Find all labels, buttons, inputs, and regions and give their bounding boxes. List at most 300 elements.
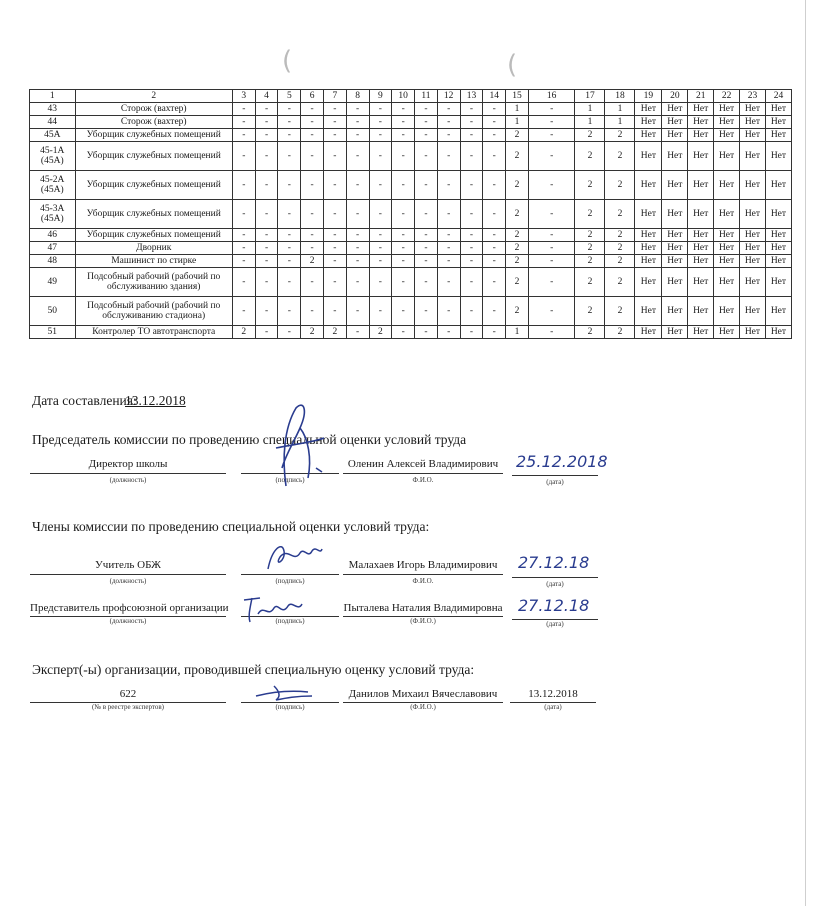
table-cell: - — [369, 171, 392, 200]
table-cell: - — [483, 200, 506, 229]
table-cell: Нет — [635, 142, 662, 171]
table-cell: Нет — [662, 255, 688, 268]
table-cell: - — [323, 116, 346, 129]
table-cell: - — [483, 268, 506, 297]
row-number-cell: 50 — [30, 297, 76, 326]
table-cell: - — [232, 242, 255, 255]
table-cell: - — [255, 142, 278, 171]
table-cell: - — [415, 171, 438, 200]
table-cell: - — [232, 255, 255, 268]
header-cell: 18 — [605, 90, 635, 103]
table-row — [30, 229, 792, 242]
table-cell: - — [528, 268, 575, 297]
table-cell: - — [278, 229, 301, 242]
table-cell: - — [346, 116, 369, 129]
position-cell: Подсобный рабочий (рабочий по обслуживанию стадиона) — [75, 297, 232, 326]
table-cell: 2 — [605, 200, 635, 229]
table-cell: Нет — [662, 103, 688, 116]
row-number-cell: 51 — [30, 326, 76, 339]
table-cell: - — [415, 268, 438, 297]
underline — [512, 577, 598, 578]
table-cell: - — [460, 200, 483, 229]
table-cell: 1 — [506, 103, 529, 116]
table-cell: 2 — [605, 129, 635, 142]
table-cell: - — [301, 103, 324, 116]
table-cell: - — [437, 142, 460, 171]
caption-date: (дата) — [546, 580, 564, 588]
table-cell: 2 — [605, 268, 635, 297]
table-cell: Нет — [662, 142, 688, 171]
table-cell: - — [346, 268, 369, 297]
caption-signature: (подпись) — [275, 703, 305, 711]
underline — [343, 473, 503, 474]
table-cell: - — [460, 297, 483, 326]
table-cell: - — [278, 255, 301, 268]
table-cell: - — [301, 200, 324, 229]
table-cell: - — [369, 268, 392, 297]
header-cell: 8 — [346, 90, 369, 103]
table-cell: Нет — [662, 116, 688, 129]
table-cell: - — [301, 116, 324, 129]
table-cell: Нет — [688, 116, 714, 129]
table-cell: - — [460, 242, 483, 255]
header-cell: 7 — [323, 90, 346, 103]
table-cell: - — [346, 229, 369, 242]
table-cell: - — [483, 103, 506, 116]
table-cell: - — [392, 116, 415, 129]
table-cell: - — [483, 229, 506, 242]
table-cell: 2 — [506, 200, 529, 229]
table-cell: - — [460, 116, 483, 129]
table-cell: - — [278, 242, 301, 255]
table-cell: - — [255, 129, 278, 142]
table-cell: - — [323, 268, 346, 297]
table-cell: 2 — [323, 326, 346, 339]
position-cell: Уборщик служебных помещений — [75, 142, 232, 171]
table-cell: - — [369, 116, 392, 129]
table-cell: - — [460, 268, 483, 297]
member-1-position: Учитель ОБЖ — [95, 559, 161, 571]
table-row — [30, 103, 792, 116]
punch-hole-mark: ( — [282, 46, 293, 76]
table-cell: - — [323, 129, 346, 142]
header-cell: 17 — [575, 90, 605, 103]
table-row — [30, 255, 792, 268]
table-cell: 2 — [575, 326, 605, 339]
table-cell: 2 — [575, 255, 605, 268]
table-cell: - — [460, 103, 483, 116]
caption-date: (дата) — [546, 478, 564, 486]
table-cell: 2 — [605, 297, 635, 326]
header-cell: 12 — [437, 90, 460, 103]
table-cell: - — [437, 255, 460, 268]
table-cell: - — [415, 200, 438, 229]
table-cell: - — [392, 171, 415, 200]
table-cell: - — [415, 103, 438, 116]
table-cell: - — [483, 116, 506, 129]
table-cell: - — [323, 171, 346, 200]
caption-date: (дата) — [546, 620, 564, 628]
underline — [30, 473, 226, 474]
row-number-cell: 46 — [30, 229, 76, 242]
header-cell: 4 — [255, 90, 278, 103]
table-cell: - — [369, 200, 392, 229]
table-cell: Нет — [714, 171, 740, 200]
table-cell: Нет — [765, 200, 791, 229]
table-cell: - — [369, 129, 392, 142]
table-cell: - — [255, 242, 278, 255]
table-row — [30, 129, 792, 142]
table-cell: - — [392, 200, 415, 229]
table-cell: - — [232, 229, 255, 242]
table-cell: - — [528, 129, 575, 142]
table-cell: - — [483, 326, 506, 339]
table-cell: - — [323, 142, 346, 171]
table-cell: Нет — [740, 129, 766, 142]
member-2-name: Пыталева Наталия Владимировна — [343, 602, 503, 614]
table-cell: - — [301, 142, 324, 171]
table-cell: - — [415, 242, 438, 255]
table-cell: - — [232, 129, 255, 142]
table-cell: - — [437, 171, 460, 200]
table-cell: Нет — [688, 200, 714, 229]
table-cell: Нет — [662, 242, 688, 255]
table-cell: - — [415, 116, 438, 129]
table-cell: Нет — [740, 116, 766, 129]
table-cell: Нет — [765, 116, 791, 129]
table-cell: Нет — [662, 129, 688, 142]
scan-edge-line — [805, 0, 806, 906]
table-cell: - — [528, 242, 575, 255]
table-cell: Нет — [635, 229, 662, 242]
table-cell: - — [528, 326, 575, 339]
table-cell: - — [392, 103, 415, 116]
table-cell: - — [232, 103, 255, 116]
position-cell: Дворник — [75, 242, 232, 255]
table-cell: - — [483, 255, 506, 268]
caption-fio: Ф.И.О. — [412, 476, 434, 484]
table-cell: - — [369, 103, 392, 116]
table-cell: - — [255, 255, 278, 268]
table-cell: Нет — [688, 142, 714, 171]
table-cell: Нет — [635, 255, 662, 268]
compiled-date: 13.12.2018 — [125, 393, 186, 408]
expert-signature-icon — [252, 682, 318, 704]
table-cell: Нет — [635, 268, 662, 297]
caption-signature: (подпись) — [275, 577, 305, 585]
header-cell: 3 — [232, 90, 255, 103]
table-cell: - — [255, 171, 278, 200]
table-cell: 2 — [301, 255, 324, 268]
table-cell: 2 — [575, 268, 605, 297]
table-cell: - — [392, 142, 415, 171]
header-cell: 24 — [765, 90, 791, 103]
table-cell: - — [528, 255, 575, 268]
table-cell: Нет — [635, 129, 662, 142]
member-2-signature-icon — [240, 592, 306, 626]
table-row — [30, 142, 792, 171]
caption-fio: (Ф.И.О.) — [410, 703, 436, 711]
table-cell: - — [346, 103, 369, 116]
table-cell: - — [278, 326, 301, 339]
table-cell: 2 — [575, 242, 605, 255]
table-cell: Нет — [714, 242, 740, 255]
table-cell: 2 — [575, 129, 605, 142]
table-cell: - — [437, 242, 460, 255]
expert-date: 13.12.2018 — [528, 688, 578, 700]
table-cell: Нет — [765, 297, 791, 326]
table-cell: - — [346, 142, 369, 171]
table-cell: Нет — [740, 297, 766, 326]
table-cell: - — [255, 200, 278, 229]
members-heading: Члены комиссии по проведению специальной оценки условий труда: — [32, 519, 430, 534]
table-cell: - — [301, 229, 324, 242]
table-row — [30, 171, 792, 200]
table-cell: 2 — [506, 268, 529, 297]
table-cell: Нет — [662, 326, 688, 339]
caption-position: (должность) — [109, 577, 147, 585]
table-cell: - — [437, 103, 460, 116]
table-cell: - — [460, 171, 483, 200]
row-number-cell: 45-3А (45А) — [30, 200, 76, 229]
table-cell: Нет — [765, 103, 791, 116]
table-cell: - — [278, 142, 301, 171]
table-cell: - — [278, 129, 301, 142]
table-cell: - — [437, 229, 460, 242]
table-row — [30, 297, 792, 326]
position-cell: Уборщик служебных помещений — [75, 200, 232, 229]
caption-fio: (Ф.И.О.) — [410, 617, 436, 625]
table-cell: - — [483, 297, 506, 326]
table-cell: - — [528, 171, 575, 200]
caption-fio: Ф.И.О. — [412, 577, 434, 585]
position-cell: Уборщик служебных помещений — [75, 171, 232, 200]
member-2-date: 27.12.18 — [518, 596, 590, 615]
table-cell: Нет — [635, 242, 662, 255]
member-1-date: 27.12.18 — [518, 553, 590, 572]
table-cell: Нет — [765, 268, 791, 297]
table-cell: Нет — [714, 297, 740, 326]
table-cell: 2 — [605, 255, 635, 268]
table-cell: - — [415, 255, 438, 268]
table-cell: - — [369, 229, 392, 242]
table-cell: Нет — [662, 297, 688, 326]
table-cell: - — [369, 297, 392, 326]
table-cell: Нет — [688, 171, 714, 200]
caption-position: (должность) — [109, 617, 147, 625]
table-cell: - — [323, 200, 346, 229]
header-cell: 14 — [483, 90, 506, 103]
table-cell: 2 — [605, 326, 635, 339]
header-cell: 21 — [688, 90, 714, 103]
table-cell: 1 — [605, 116, 635, 129]
compiled-label: Дата составления: — [32, 393, 137, 408]
table-cell: - — [528, 142, 575, 171]
table-cell: 2 — [506, 242, 529, 255]
caption-position: (должность) — [109, 476, 147, 484]
table-cell: - — [392, 242, 415, 255]
underline — [30, 574, 226, 575]
header-cell: 9 — [369, 90, 392, 103]
chairman-date: 25.12.2018 — [516, 452, 608, 471]
table-cell: - — [369, 242, 392, 255]
header-cell: 19 — [635, 90, 662, 103]
caption-date: (дата) — [544, 703, 562, 711]
table-row — [30, 116, 792, 129]
table-cell: - — [415, 129, 438, 142]
table-cell: - — [392, 129, 415, 142]
position-cell: Сторож (вахтер) — [75, 116, 232, 129]
table-cell: - — [232, 297, 255, 326]
row-number-cell: 43 — [30, 103, 76, 116]
table-cell: 2 — [506, 129, 529, 142]
position-cell: Контролер ТО автотранспорта — [75, 326, 232, 339]
table-cell: - — [278, 116, 301, 129]
table-cell: - — [392, 268, 415, 297]
table-cell: - — [460, 229, 483, 242]
table-cell: Нет — [740, 171, 766, 200]
table-cell: Нет — [714, 229, 740, 242]
row-number-cell: 45-1А (45А) — [30, 142, 76, 171]
table-cell: - — [437, 297, 460, 326]
expert-heading: Эксперт(-ы) организации, проводившей специальную оценку условий труда: — [32, 662, 475, 677]
table-cell: 2 — [506, 297, 529, 326]
table-cell: Нет — [714, 268, 740, 297]
table-cell: Нет — [688, 103, 714, 116]
table-cell: - — [232, 116, 255, 129]
table-header-row — [30, 90, 792, 103]
table-cell: Нет — [765, 129, 791, 142]
table-cell: - — [392, 326, 415, 339]
table-cell: Нет — [714, 200, 740, 229]
table-cell: 2 — [605, 229, 635, 242]
table-cell: - — [392, 297, 415, 326]
table-cell: 1 — [575, 103, 605, 116]
table-cell: - — [346, 297, 369, 326]
caption-signature: (подпись) — [275, 617, 305, 625]
table-row — [30, 326, 792, 339]
table-cell: - — [346, 171, 369, 200]
table-cell: 2 — [369, 326, 392, 339]
table-cell: Нет — [740, 326, 766, 339]
row-number-cell: 47 — [30, 242, 76, 255]
table-cell: Нет — [635, 326, 662, 339]
table-cell: Нет — [662, 229, 688, 242]
table-cell: 1 — [506, 326, 529, 339]
table-cell: - — [392, 229, 415, 242]
table-cell: - — [460, 142, 483, 171]
table-cell: - — [255, 103, 278, 116]
table-cell: Нет — [662, 171, 688, 200]
table-cell: 2 — [506, 255, 529, 268]
table-cell: - — [301, 242, 324, 255]
table-cell: Нет — [662, 268, 688, 297]
table-cell: - — [369, 255, 392, 268]
table-cell: Нет — [765, 242, 791, 255]
table-cell: - — [437, 200, 460, 229]
table-row — [30, 242, 792, 255]
header-cell: 20 — [662, 90, 688, 103]
table-cell: Нет — [740, 142, 766, 171]
table-cell: - — [346, 326, 369, 339]
table-cell: 2 — [575, 297, 605, 326]
table-cell: - — [415, 229, 438, 242]
position-cell: Машинист по стирке — [75, 255, 232, 268]
chairman-name: Оленин Алексей Владимирович — [347, 458, 499, 470]
table-cell: Нет — [765, 255, 791, 268]
table-cell: Нет — [688, 297, 714, 326]
underline — [343, 574, 503, 575]
table-cell: Нет — [765, 229, 791, 242]
expert-registry-number: 622 — [119, 688, 137, 700]
caption-registry: (№ в реестре экспертов) — [91, 703, 164, 711]
table-cell: 2 — [605, 171, 635, 200]
table-cell: - — [483, 142, 506, 171]
table-cell: - — [323, 103, 346, 116]
table-cell: Нет — [635, 171, 662, 200]
row-number-cell: 49 — [30, 268, 76, 297]
table-cell: - — [301, 129, 324, 142]
chairman-signature-icon — [256, 398, 336, 490]
header-cell: 15 — [506, 90, 529, 103]
table-cell: - — [415, 142, 438, 171]
position-cell: Сторож (вахтер) — [75, 103, 232, 116]
header-cell: 2 — [75, 90, 232, 103]
table-cell: 2 — [575, 142, 605, 171]
table-cell: Нет — [714, 116, 740, 129]
table-cell: - — [460, 129, 483, 142]
table-cell: 2 — [232, 326, 255, 339]
table-cell: - — [232, 142, 255, 171]
table-cell: 1 — [605, 103, 635, 116]
table-cell: Нет — [740, 200, 766, 229]
table-cell: - — [301, 268, 324, 297]
table-cell: - — [483, 171, 506, 200]
table-cell: - — [278, 200, 301, 229]
chairman-position: Директор школы — [88, 458, 168, 470]
table-cell: - — [278, 268, 301, 297]
table-cell: - — [528, 103, 575, 116]
table-cell: Нет — [740, 255, 766, 268]
table-cell: Нет — [635, 103, 662, 116]
table-cell: Нет — [714, 103, 740, 116]
table-cell: - — [278, 297, 301, 326]
table-cell: - — [346, 255, 369, 268]
header-cell: 10 — [392, 90, 415, 103]
header-cell: 11 — [415, 90, 438, 103]
table-cell: - — [460, 255, 483, 268]
table-cell: 2 — [301, 326, 324, 339]
row-number-cell: 48 — [30, 255, 76, 268]
table-cell: - — [232, 268, 255, 297]
caption-signature: (подпись) — [275, 476, 305, 484]
underline — [512, 475, 598, 476]
table-cell: 2 — [575, 200, 605, 229]
table-cell: - — [437, 116, 460, 129]
header-cell: 5 — [278, 90, 301, 103]
header-cell: 16 — [528, 90, 575, 103]
table-cell: Нет — [662, 200, 688, 229]
table-cell: - — [323, 255, 346, 268]
position-cell: Уборщик служебных помещений — [75, 229, 232, 242]
chairman-heading: Председатель комиссии по проведению специальной оценки условий труда — [32, 432, 467, 447]
table-cell: - — [301, 171, 324, 200]
table-cell: - — [323, 297, 346, 326]
position-cell: Уборщик служебных помещений — [75, 129, 232, 142]
table-row — [30, 268, 792, 297]
header-cell: 1 — [30, 90, 76, 103]
table-cell: - — [437, 326, 460, 339]
